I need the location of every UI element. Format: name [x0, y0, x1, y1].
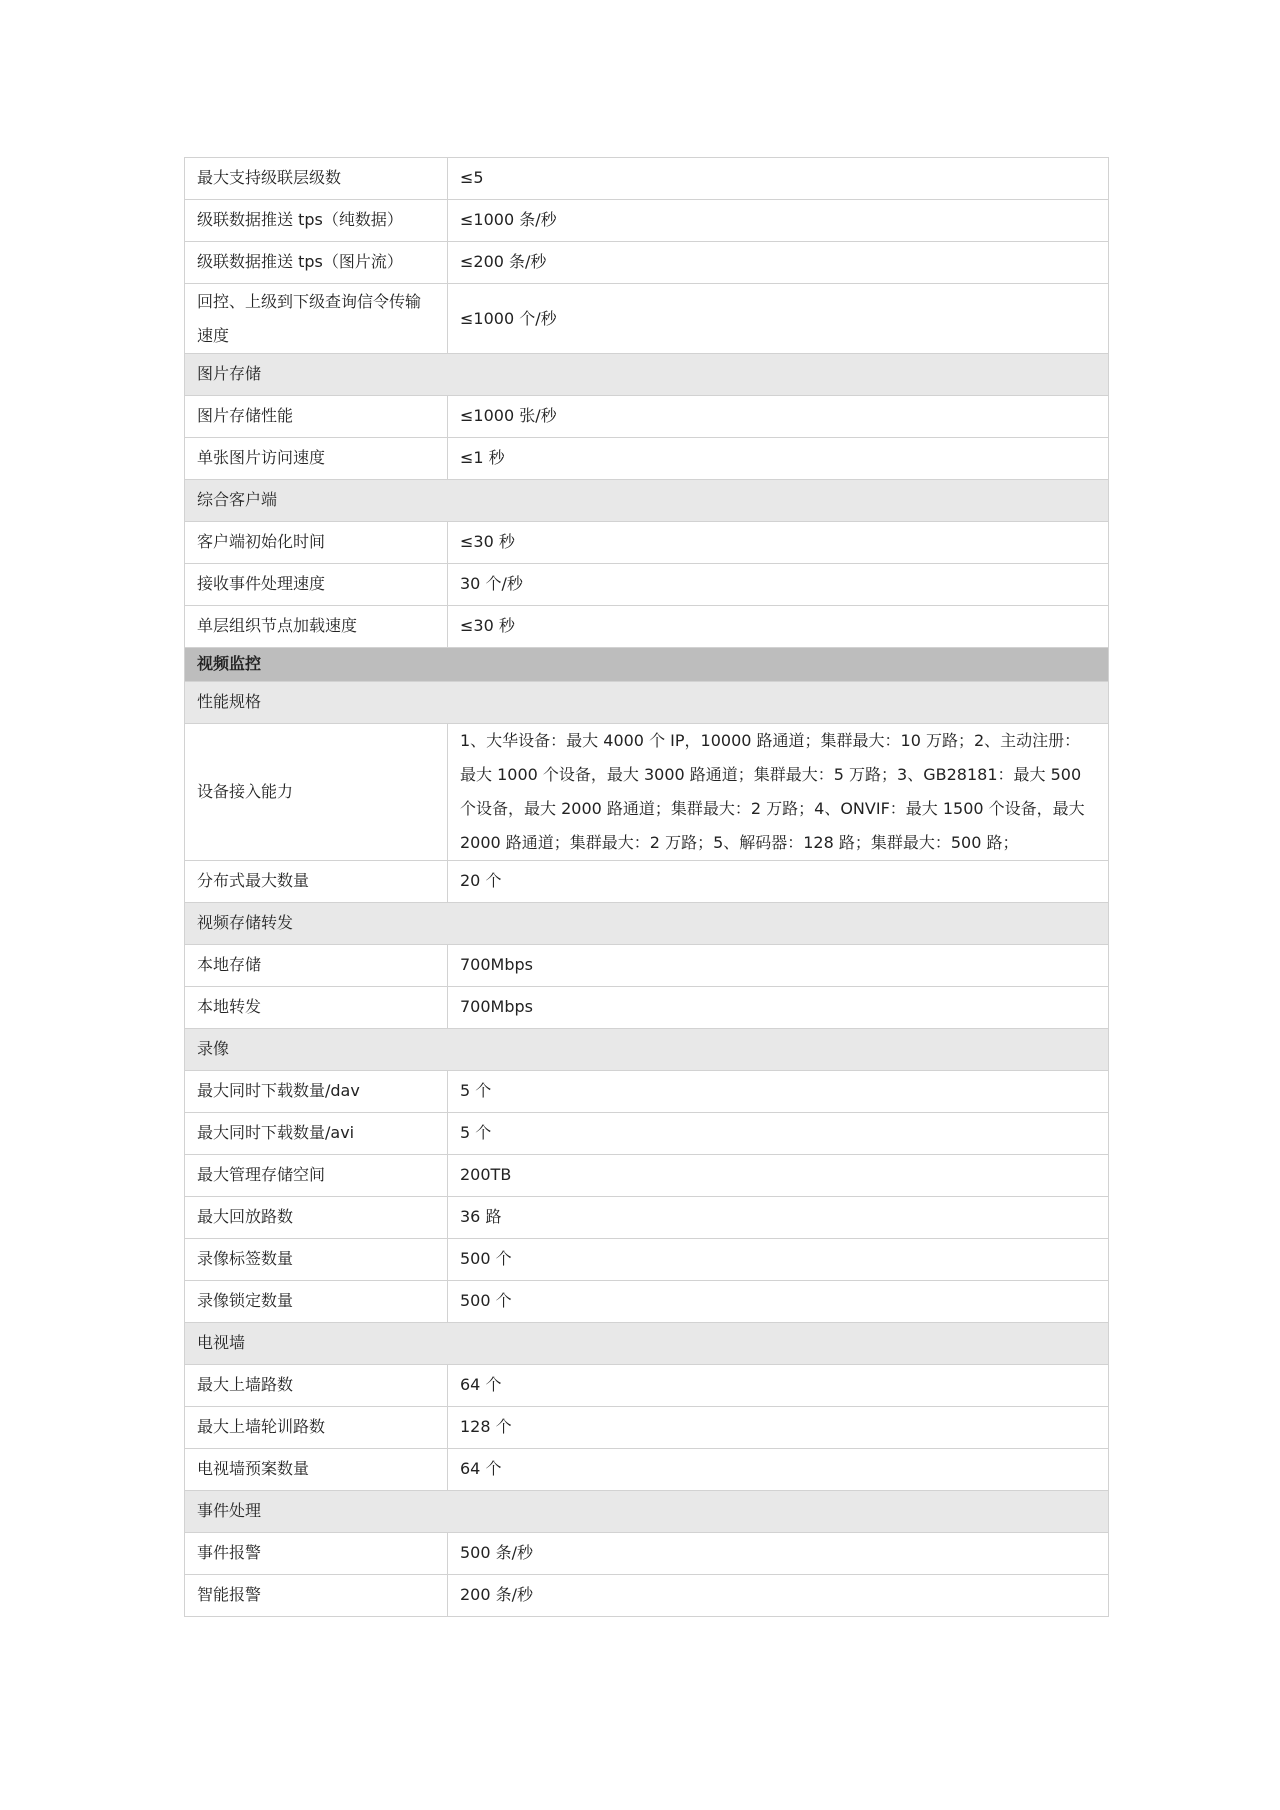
table-row	[185, 1533, 1109, 1575]
table-row	[185, 564, 1109, 606]
row-value: ≤200 条/秒	[448, 242, 1109, 284]
section-title: 事件处理	[185, 1491, 1109, 1533]
table-row	[185, 945, 1109, 987]
major-section-header	[185, 648, 1109, 682]
row-label: 设备接入能力	[185, 724, 448, 861]
row-value: 200 条/秒	[448, 1575, 1109, 1617]
table-row	[185, 861, 1109, 903]
row-value: ≤30 秒	[448, 606, 1109, 648]
section-header	[185, 682, 1109, 724]
row-value: ≤1000 张/秒	[448, 396, 1109, 438]
row-value: 30 个/秒	[448, 564, 1109, 606]
table-row	[185, 987, 1109, 1029]
section-title: 图片存储	[185, 354, 1109, 396]
row-value: 200TB	[448, 1155, 1109, 1197]
table-row	[185, 1407, 1109, 1449]
row-label: 智能报警	[185, 1575, 448, 1617]
row-value: 128 个	[448, 1407, 1109, 1449]
row-value: 500 个	[448, 1239, 1109, 1281]
row-label: 回控、上级到下级查询信令传输速度	[185, 284, 448, 354]
row-value: ≤1000 个/秒	[448, 284, 1109, 354]
row-value: 5 个	[448, 1113, 1109, 1155]
row-value: 1、大华设备：最大 4000 个 IP，10000 路通道；集群最大：10 万路；2、主动注册：最大 1000 个设备，最大 3000 路通道；集群最大：5 万路；3、GB28181：最大 500 个设备，最大 2000 路通道；集群最大：2 万路；4、ONVIF：最大 1500 个设备，最大 2000 路通道；集群最大：2 万路；5、解码器：128 路；集群最大：500 路；	[448, 724, 1109, 861]
row-label: 事件报警	[185, 1533, 448, 1575]
section-header	[185, 1491, 1109, 1533]
row-label: 图片存储性能	[185, 396, 448, 438]
section-header	[185, 1029, 1109, 1071]
row-value: 500 个	[448, 1281, 1109, 1323]
table-row	[185, 1575, 1109, 1617]
table-row	[185, 284, 1109, 354]
row-label: 最大支持级联层级数	[185, 158, 448, 200]
row-label: 录像锁定数量	[185, 1281, 448, 1323]
table-row	[185, 1113, 1109, 1155]
table-row	[185, 158, 1109, 200]
table-row	[185, 1365, 1109, 1407]
row-value: ≤5	[448, 158, 1109, 200]
table-row	[185, 1449, 1109, 1491]
section-header	[185, 903, 1109, 945]
table-row	[185, 1281, 1109, 1323]
table-row	[185, 396, 1109, 438]
row-label: 级联数据推送 tps（纯数据）	[185, 200, 448, 242]
row-label: 级联数据推送 tps（图片流）	[185, 242, 448, 284]
table-row	[185, 1155, 1109, 1197]
row-label: 分布式最大数量	[185, 861, 448, 903]
row-label: 最大管理存储空间	[185, 1155, 448, 1197]
section-title: 性能规格	[185, 682, 1109, 724]
table-row	[185, 1071, 1109, 1113]
table-row	[185, 242, 1109, 284]
section-title: 视频存储转发	[185, 903, 1109, 945]
table-row	[185, 724, 1109, 861]
row-label: 单张图片访问速度	[185, 438, 448, 480]
row-label: 最大回放路数	[185, 1197, 448, 1239]
row-value: 5 个	[448, 1071, 1109, 1113]
row-label: 电视墙预案数量	[185, 1449, 448, 1491]
row-value: 500 条/秒	[448, 1533, 1109, 1575]
section-header	[185, 354, 1109, 396]
section-title: 综合客户端	[185, 480, 1109, 522]
row-label: 最大同时下载数量/avi	[185, 1113, 448, 1155]
table-row	[185, 522, 1109, 564]
section-header	[185, 1323, 1109, 1365]
row-label: 客户端初始化时间	[185, 522, 448, 564]
section-title: 录像	[185, 1029, 1109, 1071]
row-value: 36 路	[448, 1197, 1109, 1239]
row-label: 录像标签数量	[185, 1239, 448, 1281]
table-row	[185, 200, 1109, 242]
row-label: 本地存储	[185, 945, 448, 987]
spec-table-body	[185, 158, 1109, 1617]
row-value: 64 个	[448, 1449, 1109, 1491]
section-header	[185, 480, 1109, 522]
row-label: 接收事件处理速度	[185, 564, 448, 606]
table-row	[185, 1239, 1109, 1281]
row-value: 64 个	[448, 1365, 1109, 1407]
row-value: ≤1 秒	[448, 438, 1109, 480]
row-label: 最大上墙路数	[185, 1365, 448, 1407]
row-value: ≤30 秒	[448, 522, 1109, 564]
table-row	[185, 606, 1109, 648]
row-value: 700Mbps	[448, 945, 1109, 987]
row-value: 700Mbps	[448, 987, 1109, 1029]
row-value: 20 个	[448, 861, 1109, 903]
row-label: 最大同时下载数量/dav	[185, 1071, 448, 1113]
row-value: ≤1000 条/秒	[448, 200, 1109, 242]
table-row	[185, 438, 1109, 480]
spec-table	[184, 157, 1109, 1617]
section-title: 视频监控	[185, 648, 1109, 682]
row-label: 最大上墙轮训路数	[185, 1407, 448, 1449]
row-label: 本地转发	[185, 987, 448, 1029]
section-title: 电视墙	[185, 1323, 1109, 1365]
row-label: 单层组织节点加载速度	[185, 606, 448, 648]
table-row	[185, 1197, 1109, 1239]
